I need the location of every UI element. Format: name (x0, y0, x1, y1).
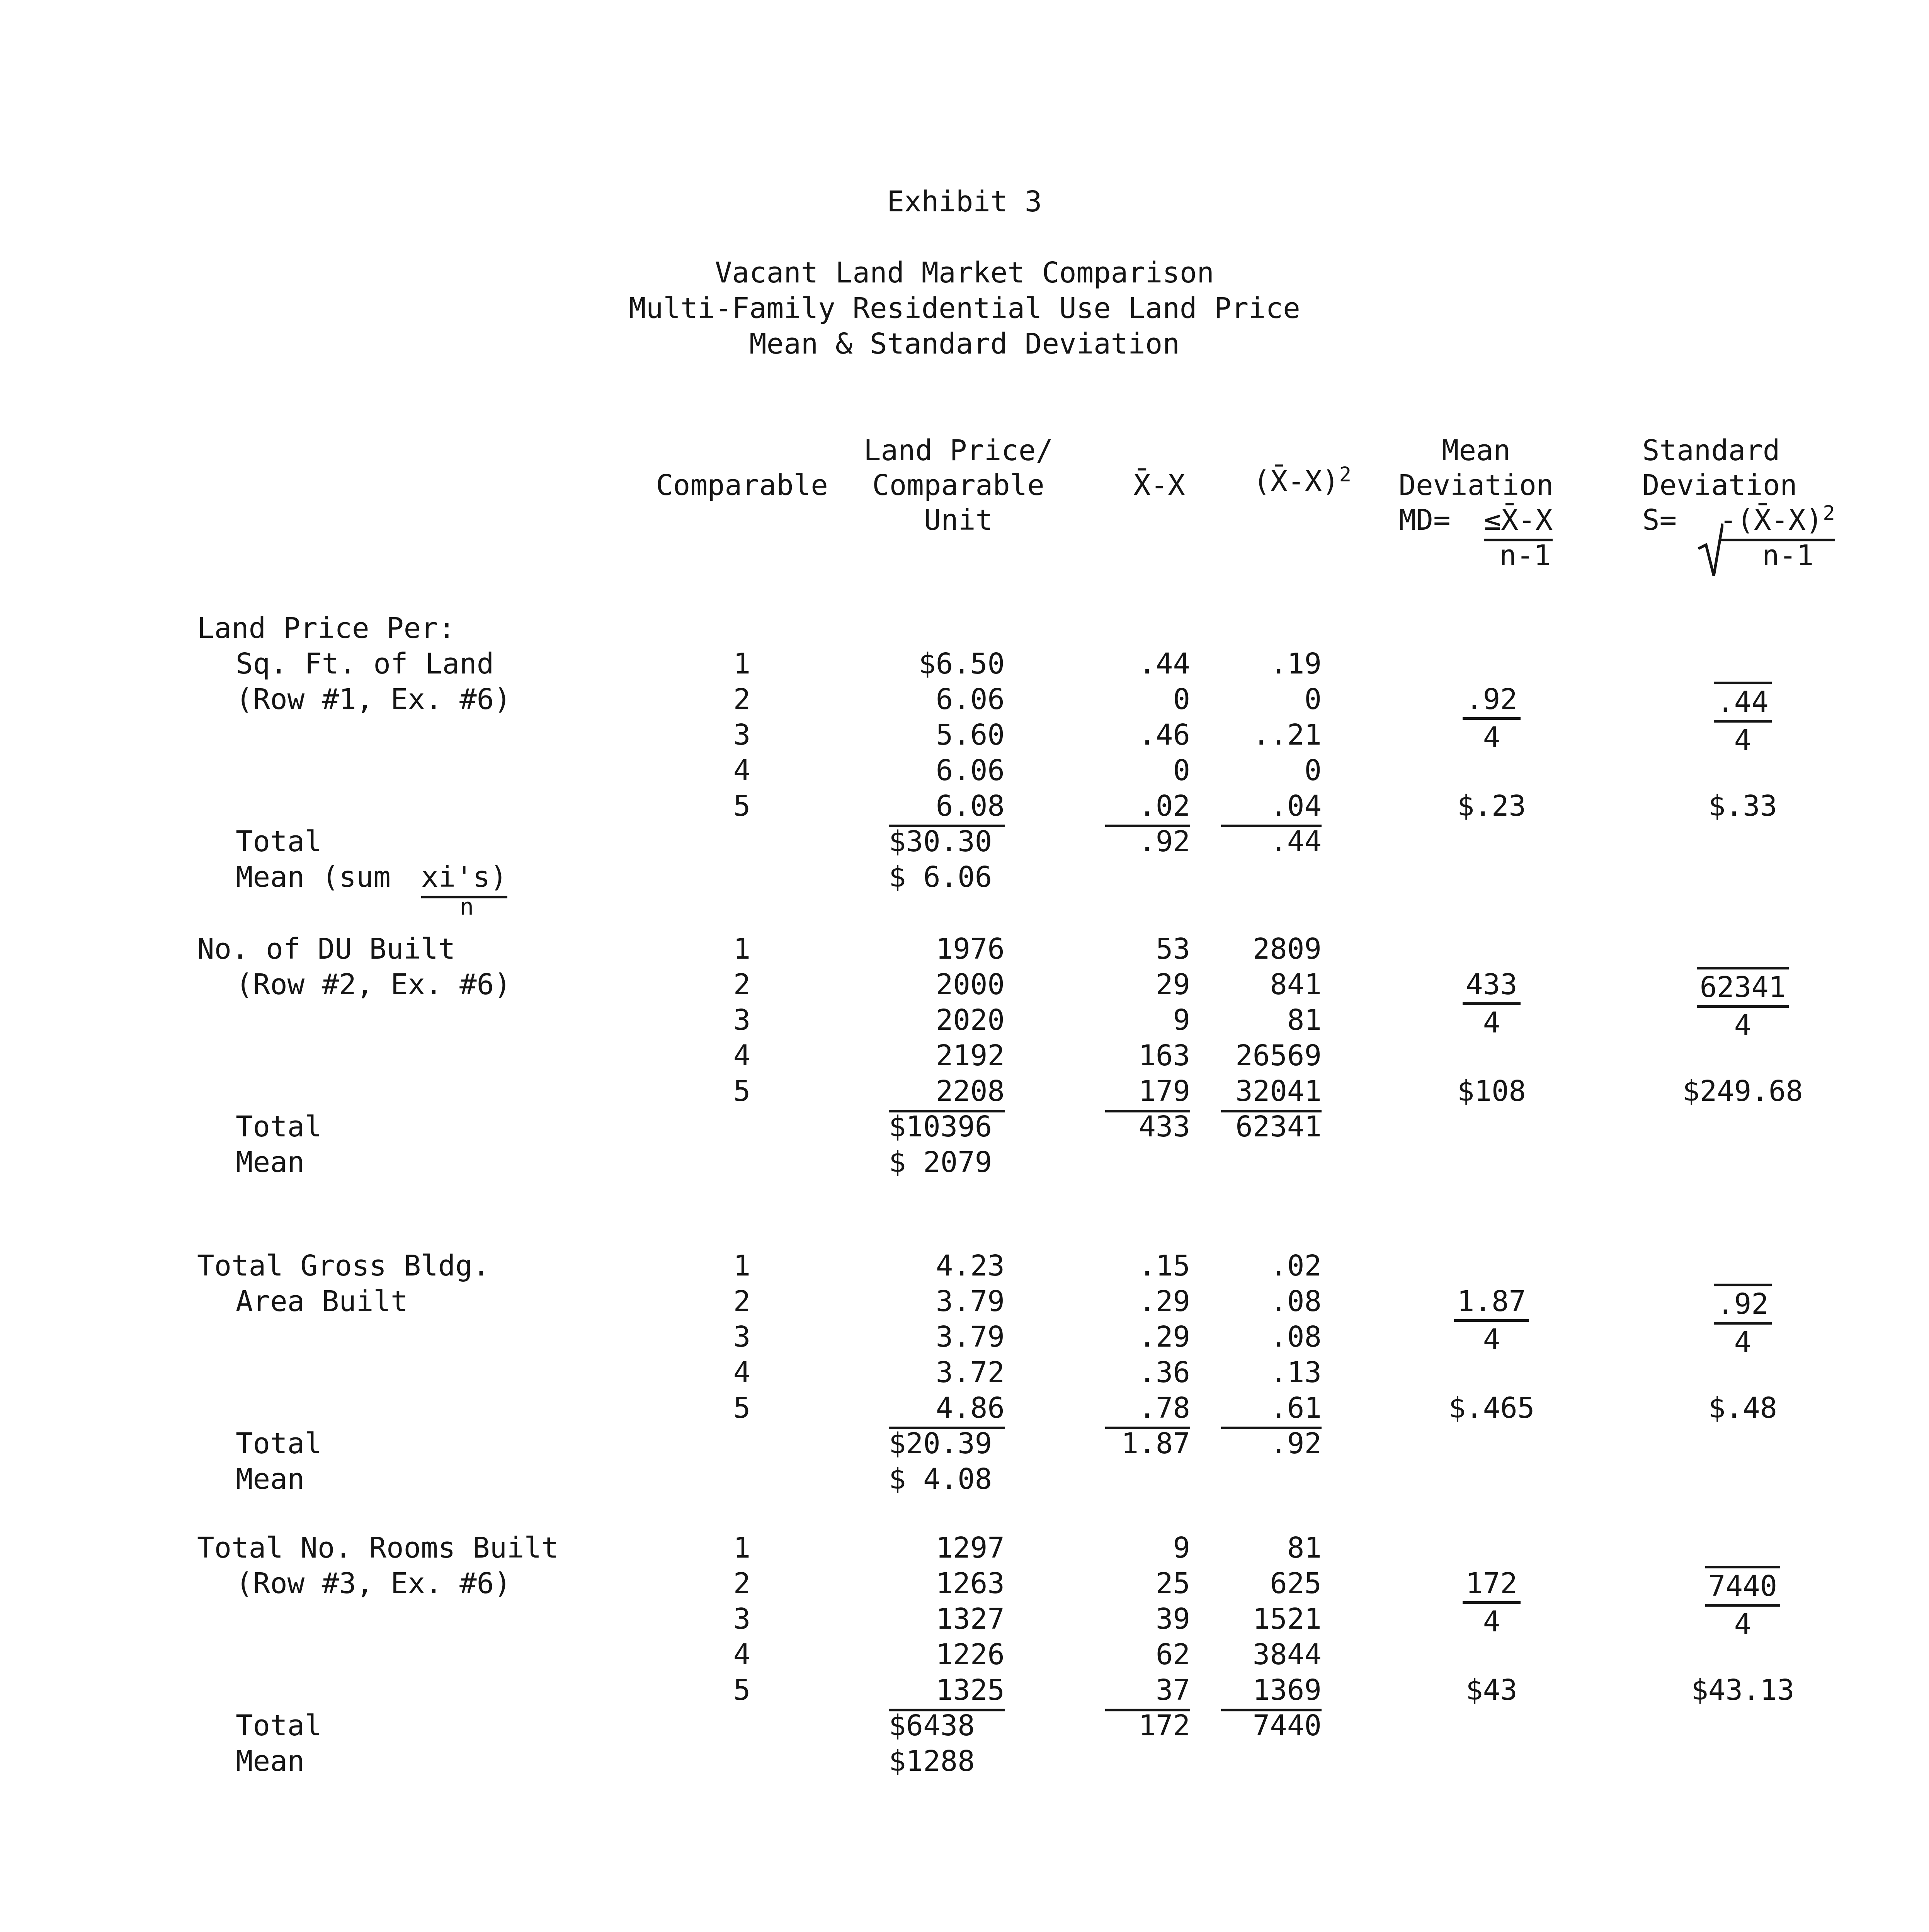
header-mean-dev-1: Mean (1441, 434, 1511, 467)
xdiff-value: .46 (1138, 718, 1190, 752)
total-label: Total (236, 1709, 322, 1742)
xdiff-sq-value: 81 (1287, 1003, 1322, 1037)
land-price-value: 6.08 (889, 788, 1005, 827)
std-dev-denominator: 4 (1734, 1009, 1752, 1042)
mean-dev-fraction (1430, 1566, 1553, 1639)
comparable-number: 5 (733, 1391, 751, 1425)
land-price-value: 1226 (936, 1638, 1005, 1671)
comparable-number: 3 (733, 1602, 751, 1636)
xdiff-sq-value: 625 (1270, 1567, 1322, 1600)
mean-dev-numerator: 172 (1463, 1566, 1521, 1604)
section-label: (Row #1, Ex. #6) (236, 683, 511, 716)
mean-dev-formula-den: n-1 (1499, 539, 1551, 572)
total-price: $20.39 (889, 1427, 992, 1460)
header-std-dev-2: Deviation (1642, 469, 1797, 502)
std-dev-formula-num: -(X̄-X)$^2$ (1720, 502, 1835, 541)
mean-label-fraction-den: n (460, 893, 474, 920)
xdiff-value: .29 (1138, 1320, 1190, 1354)
xdiff-sq-value: 1369 (1221, 1672, 1322, 1711)
xdiff-value: .29 (1138, 1285, 1190, 1318)
comparable-number: 2 (733, 968, 751, 1001)
section-label: (Row #3, Ex. #6) (236, 1567, 511, 1600)
mean-label: Mean (236, 1463, 305, 1496)
xdiff-sq-value: 0 (1304, 683, 1322, 716)
xdiff-value: 62 (1155, 1638, 1190, 1671)
xdiff-value: .36 (1138, 1356, 1190, 1389)
total-xdiff-sq: 62341 (1235, 1110, 1322, 1143)
land-price-value: 1325 (889, 1672, 1005, 1711)
mean-dev-fraction (1430, 967, 1553, 1041)
std-dev-fraction (1673, 682, 1812, 758)
land-price-value: 1327 (936, 1602, 1005, 1636)
xdiff-value: 0 (1173, 754, 1190, 787)
comparable-number: 4 (733, 1638, 751, 1671)
xdiff-sq-value: 1521 (1252, 1602, 1322, 1636)
title-line-3: Mean & Standard Deviation (749, 327, 1180, 361)
std-dev-formula-den: n-1 (1762, 539, 1814, 572)
mean-dev-result: $.465 (1448, 1391, 1535, 1425)
title-line-1: Vacant Land Market Comparison (714, 256, 1214, 289)
xdiff-value: 0 (1173, 683, 1190, 716)
xdiff-value: 9 (1173, 1531, 1190, 1565)
xdiff-sq-value: 0 (1304, 754, 1322, 787)
std-dev-numerator: .44 (1714, 682, 1772, 723)
header-land-price-2: Comparable (872, 469, 1044, 502)
std-dev-formula-left: S= (1642, 503, 1677, 537)
xdiff-value: 163 (1138, 1039, 1190, 1072)
xdiff-sq-value: 32041 (1221, 1073, 1322, 1112)
std-dev-result: $.48 (1708, 1391, 1778, 1425)
land-price-value: 2000 (936, 968, 1005, 1001)
header-land-price-3: Unit (924, 503, 993, 537)
comparable-number: 5 (733, 1075, 751, 1108)
std-dev-numerator: 62341 (1697, 967, 1789, 1008)
land-price-value: 6.06 (936, 683, 1005, 716)
total-label: Total (236, 1110, 322, 1143)
xdiff-sq-value: 3844 (1252, 1638, 1322, 1671)
exhibit-label: Exhibit 3 (887, 185, 1042, 218)
total-price: $10396 (889, 1110, 992, 1143)
xdiff-sq-value: .61 (1221, 1390, 1322, 1429)
mean-dev-denominator: 4 (1483, 1605, 1500, 1638)
xdiff-sq-value: 81 (1287, 1531, 1322, 1565)
land-price-value: $6.50 (919, 647, 1005, 680)
std-dev-fraction (1673, 967, 1812, 1043)
header-xdiff-sq: (X̄-X)$^2$ (1253, 463, 1352, 498)
std-dev-numerator: 7440 (1705, 1566, 1780, 1607)
land-price-value: 2192 (936, 1039, 1005, 1072)
mean-label-fraction-num: xi's) (421, 859, 507, 898)
title-line-2: Multi-Family Residential Use Land Price (629, 292, 1300, 325)
xdiff-value: 39 (1155, 1602, 1190, 1636)
xdiff-value: .15 (1138, 1249, 1190, 1282)
mean-dev-result: $108 (1457, 1075, 1526, 1108)
land-price-value: 3.79 (936, 1285, 1005, 1318)
mean-dev-denominator: 4 (1483, 1006, 1500, 1039)
std-dev-denominator: 4 (1734, 724, 1752, 757)
total-xdiff: 172 (1138, 1709, 1190, 1742)
std-dev-result: $.33 (1708, 789, 1778, 823)
std-dev-result: $43.13 (1691, 1673, 1795, 1707)
xdiff-sq-value: .08 (1270, 1285, 1322, 1318)
mean-price: $1288 (889, 1745, 975, 1778)
mean-dev-formula-left: MD= (1399, 503, 1451, 537)
xdiff-sq-value: .02 (1270, 1249, 1322, 1282)
comparable-number: 2 (733, 1285, 751, 1318)
total-xdiff-sq: .92 (1270, 1427, 1322, 1460)
mean-label: Mean (236, 1146, 305, 1179)
xdiff-sq-value: .19 (1270, 647, 1322, 680)
comparable-number: 4 (733, 754, 751, 787)
total-price: $30.30 (889, 825, 992, 858)
mean-label: Mean (sum (236, 861, 391, 894)
total-label: Total (236, 825, 322, 858)
mean-price: $ 4.08 (889, 1463, 992, 1496)
land-price-value: 2208 (889, 1073, 1005, 1112)
land-price-value: 2020 (936, 1003, 1005, 1037)
xdiff-value: 25 (1155, 1567, 1190, 1600)
xdiff-value: .02 (1105, 788, 1190, 827)
comparable-number: 2 (733, 1567, 751, 1600)
std-dev-result: $249.68 (1682, 1075, 1803, 1108)
mean-dev-fraction (1430, 682, 1553, 755)
mean-dev-denominator: 4 (1483, 1323, 1500, 1356)
land-price-value: 6.06 (936, 754, 1005, 787)
mean-dev-fraction (1430, 1284, 1553, 1357)
comparable-number: 3 (733, 718, 751, 752)
comparable-number: 5 (733, 1673, 751, 1707)
section-label: Land Price Per: (197, 612, 456, 645)
mean-dev-numerator: 1.87 (1454, 1284, 1529, 1322)
comparable-number: 5 (733, 789, 751, 823)
header-mean-dev-2: Deviation (1398, 469, 1554, 502)
total-label: Total (236, 1427, 322, 1460)
mean-dev-result: $43 (1466, 1673, 1517, 1707)
xdiff-value: .78 (1105, 1390, 1190, 1429)
std-dev-fraction (1673, 1566, 1812, 1642)
comparable-number: 4 (733, 1039, 751, 1072)
section-label: Total Gross Bldg. (197, 1249, 490, 1282)
xdiff-sq-value: .13 (1270, 1356, 1322, 1389)
xdiff-value: 179 (1105, 1073, 1190, 1112)
mean-price: $ 2079 (889, 1146, 992, 1179)
xdiff-sq-value: .08 (1270, 1320, 1322, 1354)
mean-dev-formula-num: ≤X̄-X (1484, 502, 1553, 541)
xdiff-value: 29 (1155, 968, 1190, 1001)
land-price-value: 3.79 (936, 1320, 1005, 1354)
land-price-value: 1263 (936, 1567, 1005, 1600)
header-land-price-1: Land Price/ (863, 434, 1053, 467)
comparable-number: 3 (733, 1003, 751, 1037)
total-price: $6438 (889, 1709, 975, 1742)
section-label: Total No. Rooms Built (197, 1531, 559, 1565)
land-price-value: 3.72 (936, 1356, 1005, 1389)
header-comparable: Comparable (656, 469, 828, 502)
comparable-number: 1 (733, 1249, 751, 1282)
total-xdiff: 433 (1138, 1110, 1190, 1143)
header-std-dev-1: Standard (1642, 434, 1780, 467)
section-label: Area Built (236, 1285, 408, 1318)
land-price-value: 4.86 (889, 1390, 1005, 1429)
mean-label: Mean (236, 1745, 305, 1778)
land-price-value: 1976 (936, 932, 1005, 966)
mean-dev-result: $.23 (1457, 789, 1526, 823)
land-price-value: 4.23 (936, 1249, 1005, 1282)
xdiff-sq-value: 841 (1270, 968, 1322, 1001)
mean-dev-numerator: .92 (1463, 682, 1521, 720)
comparable-number: 1 (733, 1531, 751, 1565)
comparable-number: 1 (733, 647, 751, 680)
section-label: (Row #2, Ex. #6) (236, 968, 511, 1001)
xdiff-value: 9 (1173, 1003, 1190, 1037)
total-xdiff: 1.87 (1121, 1427, 1190, 1460)
comparable-number: 2 (733, 683, 751, 716)
mean-dev-numerator: 433 (1463, 967, 1521, 1005)
xdiff-sq-value: ..21 (1252, 718, 1322, 752)
comparable-number: 4 (733, 1356, 751, 1389)
std-dev-denominator: 4 (1734, 1608, 1752, 1641)
radical-sign-icon (1696, 522, 1723, 580)
section-label: Sq. Ft. of Land (236, 647, 494, 680)
std-dev-numerator: .92 (1714, 1284, 1772, 1325)
land-price-value: 1297 (936, 1531, 1005, 1565)
land-price-value: 5.60 (936, 718, 1005, 752)
total-xdiff-sq: .44 (1270, 825, 1322, 858)
header-xdiff: X̄-X (1133, 469, 1185, 502)
section-label: No. of DU Built (197, 932, 456, 966)
xdiff-value: .44 (1138, 647, 1190, 680)
total-xdiff: .92 (1138, 825, 1190, 858)
comparable-number: 1 (733, 932, 751, 966)
std-dev-fraction (1673, 1284, 1812, 1360)
xdiff-sq-value: .04 (1221, 788, 1322, 827)
mean-price: $ 6.06 (889, 861, 992, 894)
xdiff-value: 53 (1155, 932, 1190, 966)
xdiff-value: 37 (1105, 1672, 1190, 1711)
total-xdiff-sq: 7440 (1252, 1709, 1322, 1742)
xdiff-sq-value: 26569 (1235, 1039, 1322, 1072)
xdiff-sq-value: 2809 (1252, 932, 1322, 966)
std-dev-denominator: 4 (1734, 1326, 1752, 1359)
comparable-number: 3 (733, 1320, 751, 1354)
mean-dev-denominator: 4 (1483, 721, 1500, 754)
